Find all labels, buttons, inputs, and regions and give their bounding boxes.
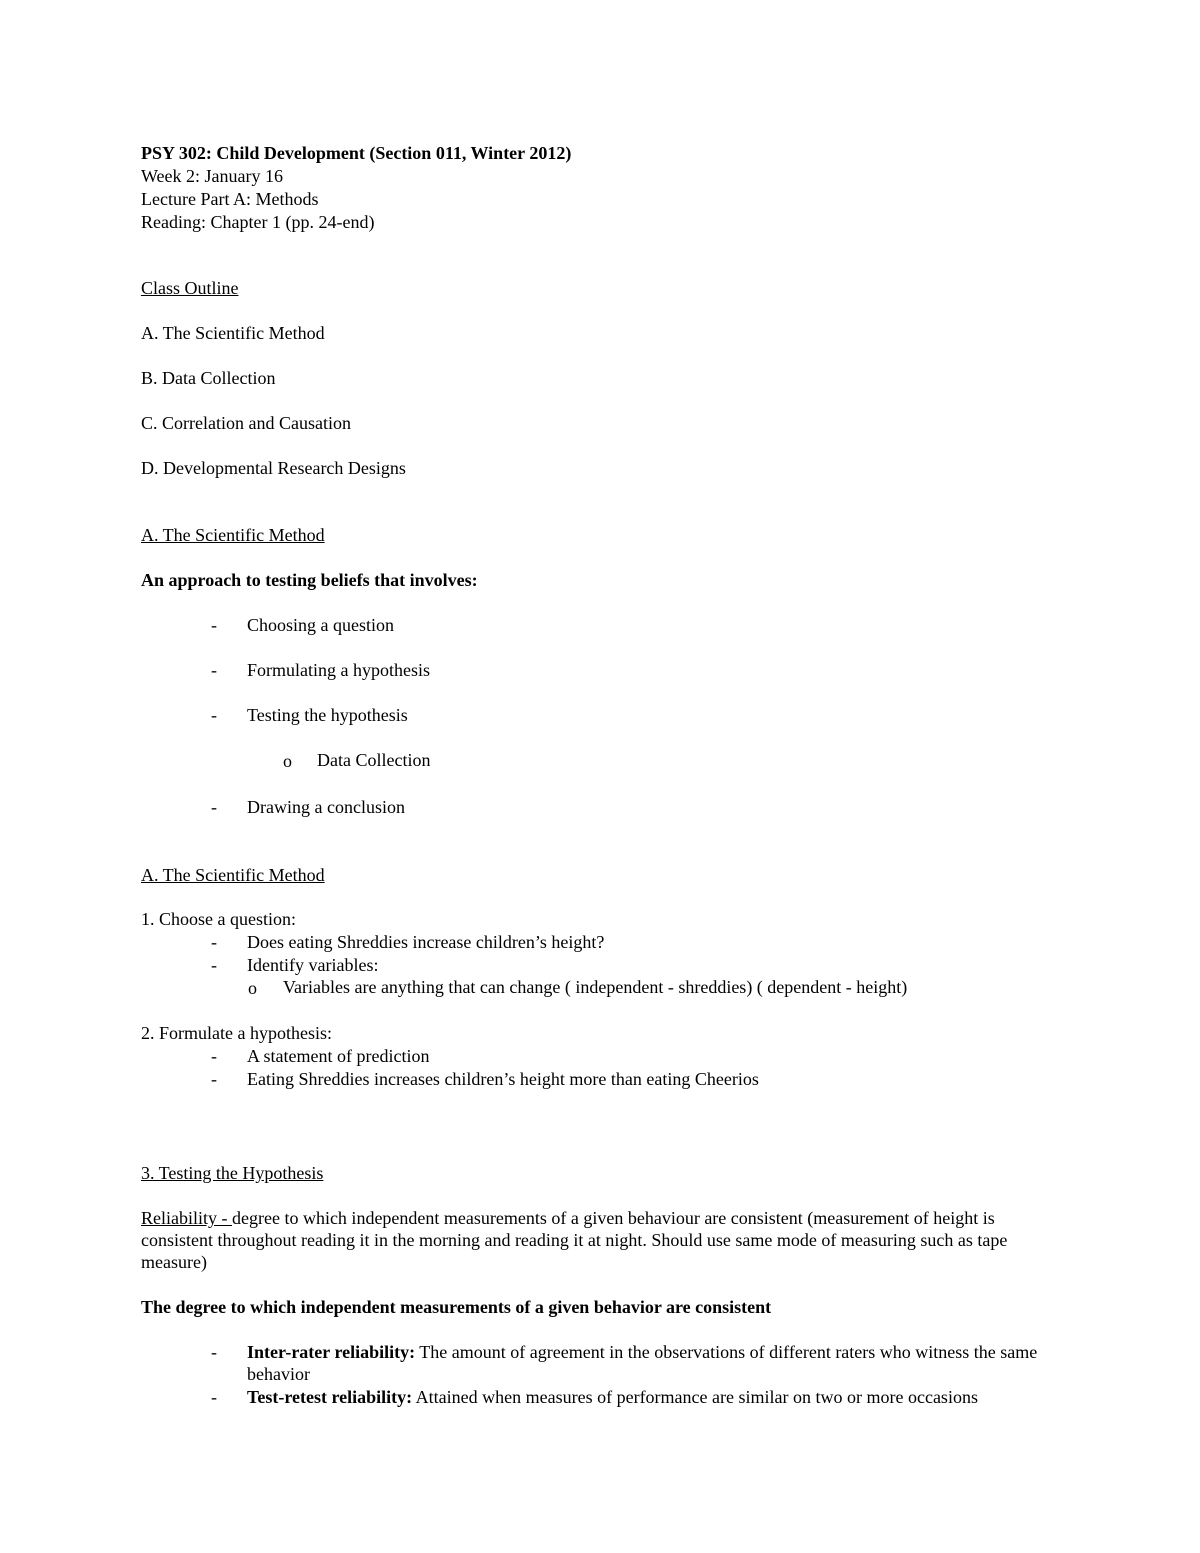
outline-item: B. Data Collection (141, 368, 276, 388)
bullet-glyph: - (211, 1046, 217, 1066)
reliability-item-text: Attained when measures of performance are similar on two or more occasions (412, 1387, 978, 1407)
outline-heading: Class Outline (141, 278, 239, 298)
step1-bullet: Identify variables: (247, 955, 379, 975)
step2-bullet: A statement of prediction (247, 1046, 430, 1066)
reliability-item-term: Inter-rater reliability: (247, 1342, 416, 1362)
reliability-paragraph (141, 1207, 1061, 1273)
reliability-item (247, 1386, 978, 1409)
bullet-glyph: - (211, 797, 217, 817)
step1-sub-item: Variables are anything that can change ( independent - shreddies) ( dependent - height) (283, 977, 908, 997)
week-line: Week 2: January 16 (141, 166, 284, 186)
step-item: Testing the hypothesis (247, 705, 408, 725)
reliability-item (247, 1341, 1047, 1385)
lecture-line: Lecture Part A: Methods (141, 189, 319, 209)
reliability-text: degree to which independent measurements of a given behaviour are consistent (measurement of height is consistent throughout reading it in the morning and reading it at night. Should use same mode of measuring such as tape measure) (141, 1208, 1008, 1272)
bullet-glyph: - (211, 615, 217, 635)
section-3-heading: 3. Testing the Hypothesis (141, 1163, 324, 1183)
bullet-glyph: - (211, 705, 217, 725)
reliability-term: Reliability - (141, 1208, 232, 1228)
section-a2-heading: A. The Scientific Method (141, 865, 325, 885)
reliability-item-text: The amount of agreement in the observations of different raters who witness the same behavior (247, 1342, 1038, 1384)
sub-bullet-glyph: o (248, 978, 257, 998)
course-title: PSY 302: Child Development (Section 011, Winter 2012) (141, 143, 572, 163)
step1-bullet: Does eating Shreddies increase children’s height? (247, 932, 605, 952)
step2-bullet: Eating Shreddies increases children’s height more than eating Cheerios (247, 1069, 759, 1089)
step2-title: 2. Formulate a hypothesis: (141, 1023, 332, 1043)
outline-item: A. The Scientific Method (141, 323, 325, 343)
bullet-glyph: - (211, 1069, 217, 1089)
reading-line: Reading: Chapter 1 (pp. 24-end) (141, 212, 375, 232)
step-item: Choosing a question (247, 615, 394, 635)
bullet-glyph: - (211, 1387, 217, 1407)
bullet-glyph: - (211, 932, 217, 952)
reliability-definition: The degree to which independent measurements of a given behavior are consistent (141, 1297, 772, 1317)
reliability-item-term: Test-retest reliability: (247, 1387, 413, 1407)
approach-lead: An approach to testing beliefs that involves: (141, 570, 478, 590)
step-item: Drawing a conclusion (247, 797, 405, 817)
step-sub-item: Data Collection (317, 750, 431, 770)
outline-item: D. Developmental Research Designs (141, 458, 406, 478)
bullet-glyph: - (211, 1342, 217, 1362)
step1-title: 1. Choose a question: (141, 909, 296, 929)
outline-item: C. Correlation and Causation (141, 413, 351, 433)
sub-bullet-glyph: o (283, 751, 292, 771)
step-item: Formulating a hypothesis (247, 660, 430, 680)
section-a-heading: A. The Scientific Method (141, 525, 325, 545)
bullet-glyph: - (211, 660, 217, 680)
bullet-glyph: - (211, 955, 217, 975)
